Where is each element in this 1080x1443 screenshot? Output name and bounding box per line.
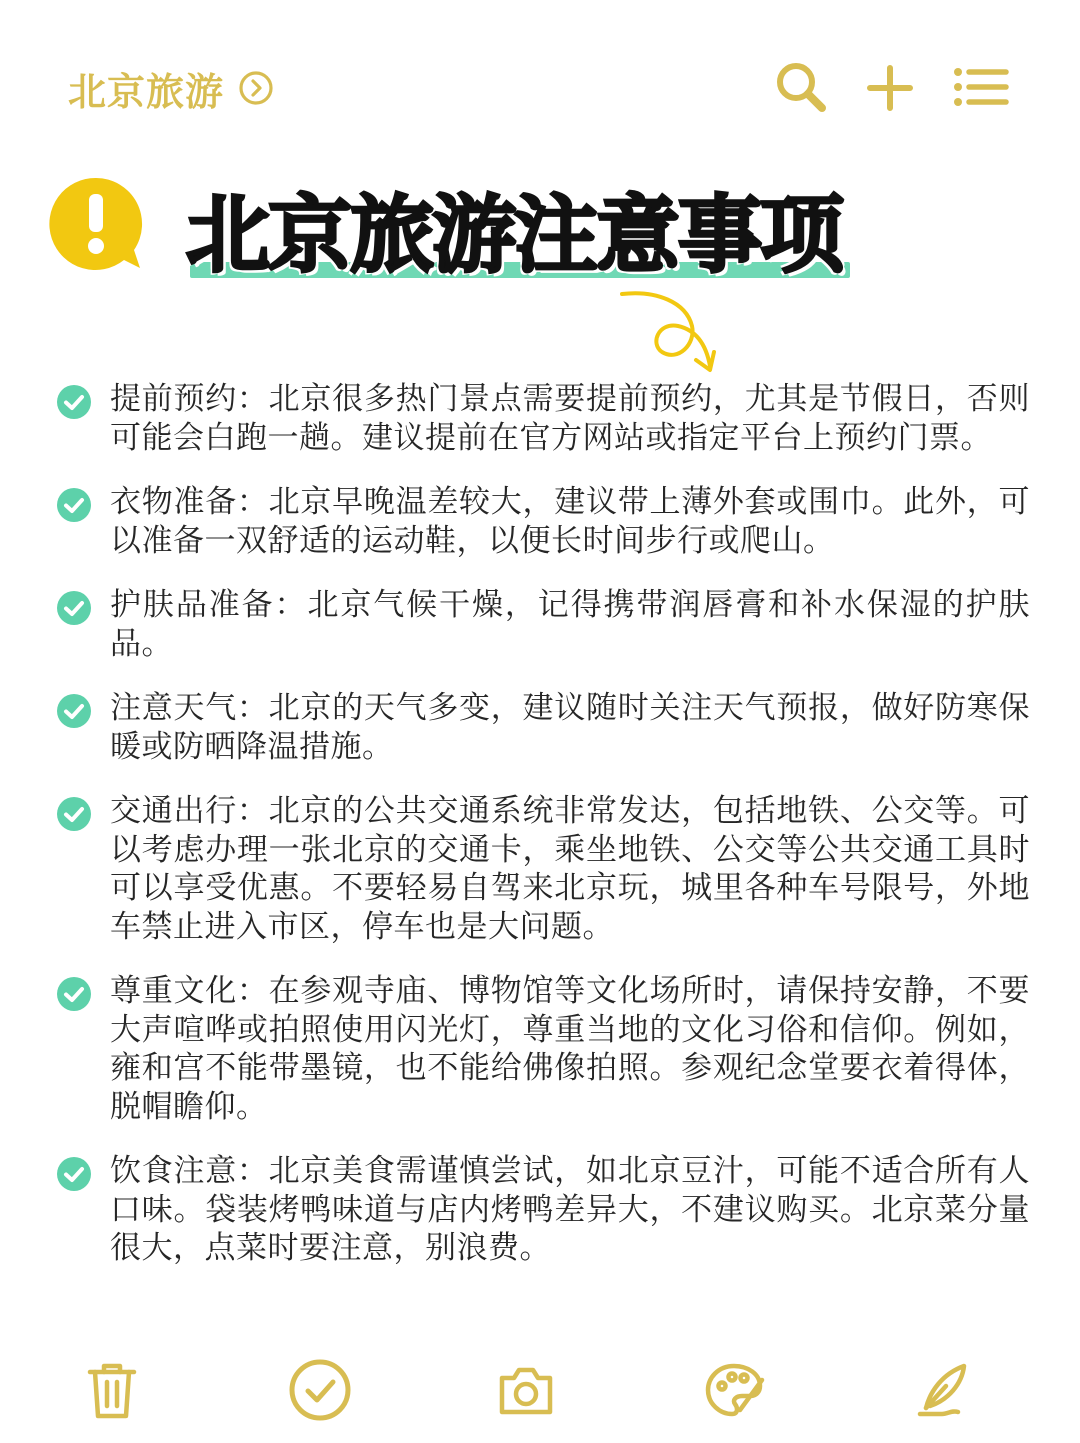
search-icon[interactable] (772, 58, 832, 118)
item-text: 饮食注意：北京美食需谨慎尝试，如北京豆汁，可能不适合所有人口味。袋装烤鸭味道与店内烤鸭差异大，不建议购买。北京菜分量很大，点菜时要注意，别浪费。 (110, 1153, 1030, 1266)
palette-icon[interactable] (702, 1358, 766, 1422)
list-item (0, 380, 1080, 457)
checklist-icon[interactable] (288, 1358, 352, 1422)
exclamation-bubble-icon (46, 174, 146, 274)
swirl-arrow-icon (616, 282, 726, 382)
folder-breadcrumb[interactable] (68, 62, 274, 114)
item-text: 交通出行：北京的公共交通系统非常发达，包括地铁、公交等。可以考虑办理一张北京的交通卡，乘坐地铁、公交等公共交通工具时可以享受优惠。不要轻易自驾来北京玩，城里各种车号限号，外地车禁止进入市区，停车也是大问题。 (110, 793, 1030, 945)
check-circle-icon[interactable] (56, 487, 92, 523)
check-circle-icon[interactable] (56, 1156, 92, 1192)
page-title: 北京旅游注意事项 (186, 186, 843, 284)
checklist (0, 380, 1080, 1294)
check-circle-icon[interactable] (56, 590, 92, 626)
folder-name: 北京旅游 (68, 69, 225, 114)
list-item (0, 1152, 1080, 1268)
list-item (0, 586, 1080, 663)
check-circle-icon[interactable] (56, 976, 92, 1012)
check-circle-icon[interactable] (56, 384, 92, 420)
list-item (0, 689, 1080, 766)
camera-icon[interactable] (494, 1358, 558, 1422)
item-text: 提前预约：北京很多热门景点需要提前预约，尤其是节假日，否则可能会白跑一趟。建议提前在官方网站或指定平台上预约门票。 (110, 381, 1030, 456)
plus-icon[interactable] (860, 58, 920, 118)
trash-icon[interactable] (80, 1358, 144, 1422)
item-text: 注意天气：北京的天气多变，建议随时关注天气预报，做好防寒保暖或防晒降温措施。 (110, 690, 1030, 765)
pen-icon[interactable] (912, 1358, 976, 1422)
list-item (0, 972, 1080, 1126)
chevron-right-circle-icon[interactable] (238, 70, 274, 106)
check-circle-icon[interactable] (56, 796, 92, 832)
item-text: 衣物准备：北京早晚温差较大，建议带上薄外套或围巾。此外，可以准备一双舒适的运动鞋，以便长时间步行或爬山。 (110, 484, 1030, 559)
bottom-toolbar (0, 1350, 1080, 1443)
item-text: 护肤品准备：北京气候干燥，记得携带润唇膏和补水保湿的护肤品。 (110, 587, 1030, 662)
item-text: 尊重文化：在参观寺庙、博物馆等文化场所时，请保持安静，不要大声喧哗或拍照使用闪光灯，尊重当地的文化习俗和信仰。例如，雍和宫不能带墨镜，也不能给佛像拍照。参观纪念堂要衣着得体，脱帽瞻仰。 (110, 973, 1030, 1125)
list-item (0, 483, 1080, 560)
list-icon[interactable] (950, 58, 1010, 118)
list-item (0, 792, 1080, 946)
check-circle-icon[interactable] (56, 693, 92, 729)
top-bar (0, 0, 1080, 160)
title-section (0, 160, 1080, 310)
